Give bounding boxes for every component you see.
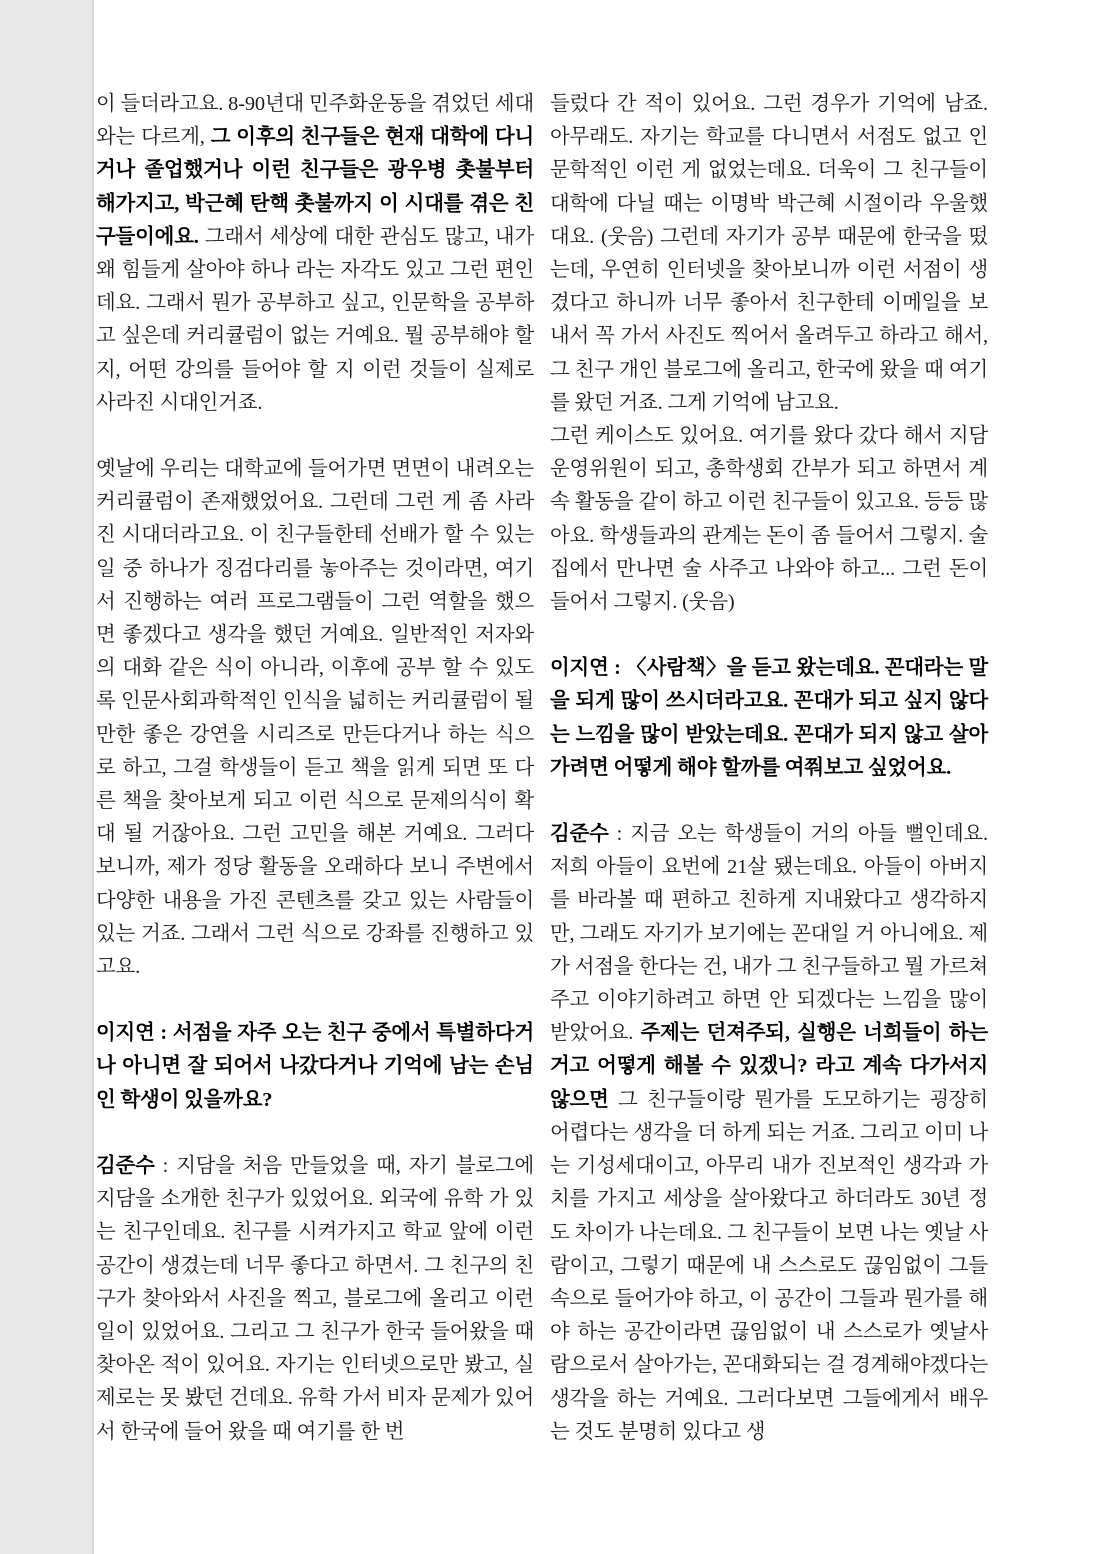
text-run: : 지담을 처음 만들었을 때, 자기 블로그에 지담을 소개한 친구가 있었어요. 외국에 유학 가 있는 친구인데요. 친구를 시켜가지고 학교 앞에 이런 공간이 생겼는데 너무 좋다고 하면서. 그 친구의 친구가 찾아와서 사진을 찍고, 블로그에 올리고 이런 일이 있었어요. 그리고 그 친구가 한국 들어왔을 때 찾아온 적이 있어요. 자기는 인터넷으로만 봤고, 실제로는 못 봤던 건데요. 유학 가서 비자 문제가 있어서 한국에 들어 왔을 때 여기를 한 번 [96,1154,534,1443]
document-page [94,0,1111,1554]
paragraph-continued-generation [96,88,534,420]
speaker-name: 김준수 [550,823,609,846]
paragraph-visit-memory [550,88,988,420]
page-gutter-shadow [0,0,92,1554]
emphasis-run: 그 이후의 친구들은 현재 대학에 다니거나 졸업했거나 이런 친구들은 광우병 촛불부터 해가지고, 박근혜 탄핵 촛불까지 이 시대를 겪은 친구들이에요. [96,126,534,248]
question-kkondae [550,652,988,785]
emphasis-run: 이지연 : 〈사람책〉을 듣고 왔는데요. 꼰대라는 말을 되게 많이 쓰시더라고요. 꼰대가 되고 싶지 않다는 느낌을 많이 받았는데요. 꼰대가 되지 않고 살아가려면 어떻게 해야 할까를 여쭤보고 싶었어요. [550,657,988,779]
text-run: 이 들더라고요. 8-90년대 민주화운동을 겪었던 세대와는 다르게, [96,93,534,149]
text-run: 그 친구들이랑 뭔가를 도모하기는 굉장히 어렵다는 생각을 더 하게 되는 거죠. 그리고 이미 나는 기성세대이고, 아무리 내가 진보적인 생각과 가치를 가지고 세상을 살아왔다고 하더라도 30년 정도 차이가 나는데요. 그 친구들이 보면 나는 옛날 사람이고, 그렇기 때문에 내 스스로도 끊임없이 그들 속으로 들어가야 하고, 이 공간이 그들과 뭔가를 해야 하는 공간이라면 끊임없이 내 스스로가 옛날사람으로서 살아가는, 꼰대화되는 걸 경계해야겠다는 생각을 하는 거예요. 그러다보면 그들에게서 배우는 것도 분명히 있다고 생 [550,1088,988,1443]
answer-kkondae [550,818,988,1449]
text-column-left [96,88,534,1449]
question-memorable-customer [96,1017,534,1117]
text-run: : 지금 오는 학생들이 거의 아들 뻘인데요. 저희 아들이 요번에 21살 됐는데요. 아들이 아버지를 바라볼 때 편하고 친하게 지내왔다고 생각하지만, 그래도 자기가 보기에는 꼰대일 거 아니에요. 제가 서점을 한다는 건, 내가 그 친구들하고 뭘 가르쳐주고 이야기하려고 하면 안 되겠다는 느낌을 많이 받았어요. [550,823,988,1045]
text-column-right [550,88,988,1449]
emphasis-run: 이지연 : 서점을 자주 오는 친구 중에서 특별하다거나 아니면 잘 되어서 나갔다거나 기억에 남는 손님인 학생이 있을까요? [96,1022,534,1111]
text-run: 그런 케이스도 있어요. 여기를 왔다 갔다 해서 지담 운영위원이 되고, 총학생회 간부가 되고 하면서 계속 활동을 같이 하고 이런 친구들이 있고요. 등등 많아요. 학생들과의 관계는 돈이 좀 들어서 그렇지. 술집에서 만나면 술 사주고 나와야 하고... 그런 돈이 들어서 그렇지. (웃음) [550,425,988,614]
text-run: 그래서 세상에 대한 관심도 많고, 내가 왜 힘들게 살아야 하나 라는 자각도 있고 그런 편인데요. 그래서 뭔가 공부하고 싶고, 인문학을 공부하고 싶은데 커리큘럼이 없는 거예요. 뭘 공부해야 할 지, 어떤 강의를 들어야 할 지 이런 것들이 실제로 사라진 시대인거죠. [96,225,534,414]
text-run: 들렀다 간 적이 있어요. 그런 경우가 기억에 남죠. 아무래도. 자기는 학교를 다니면서 서점도 없고 인문학적인 이런 게 없었는데요. 더욱이 그 친구들이 대학에 다닐 때는 이명박 박근혜 시절이라 우울했대요. (웃음) 그런데 자기가 공부 때문에 한국을 떴는데, 우연히 인터넷을 찾아보니까 이런 서점이 생겼다고 하니까 너무 좋아서 친구한테 이메일을 보내서 꼭 가서 사진도 찍어서 올려두고 하라고 해서, 그 친구 개인 블로그에 올리고, 한국에 왔을 때 여기를 왔던 거죠. 그게 기억에 남고요. [550,93,988,414]
paragraph-curriculum [96,453,534,984]
text-run: 옛날에 우리는 대학교에 들어가면 면면이 내려오는 커리큘럼이 존재했었어요. 그런데 그런 게 좀 사라진 시대더라고요. 이 친구들한테 선배가 할 수 있는 일 중 하나가 징검다리를 놓아주는 것이라면, 여기서 진행하는 여러 프로그램들이 그런 역할을 했으면 좋겠다고 생각을 했던 거예요. 일반적인 저자와의 대화 같은 식이 아니라, 이후에 공부 할 수 있도록 인문사회과학적인 인식을 넓히는 커리큘럼이 될만한 좋은 강연을 시리즈로 만든다거나 하는 식으로 하고, 그걸 학생들이 듣고 책을 읽게 되면 또 다른 책을 찾아보게 되고 이런 식으로 문제의식이 확대 될 거잖아요. 그런 고민을 해본 거예요. 그러다 보니까, 제가 정당 활동을 오래하다 보니 주변에서 다양한 내용을 가진 콘텐츠를 갖고 있는 사람들이 있는 거죠. 그래서 그런 식으로 강좌를 진행하고 있고요. [96,458,534,979]
paragraph-operating-committee [550,420,988,619]
emphasis-run: 김준수 [96,1154,155,1177]
emphasis-run: 주제는 던져주되, 실행은 너희들이 하는 거고 어떻게 해볼 수 있겠니? 라고 계속 다가서지 않으면 [550,1022,988,1111]
answer-blog-friend [96,1150,534,1449]
